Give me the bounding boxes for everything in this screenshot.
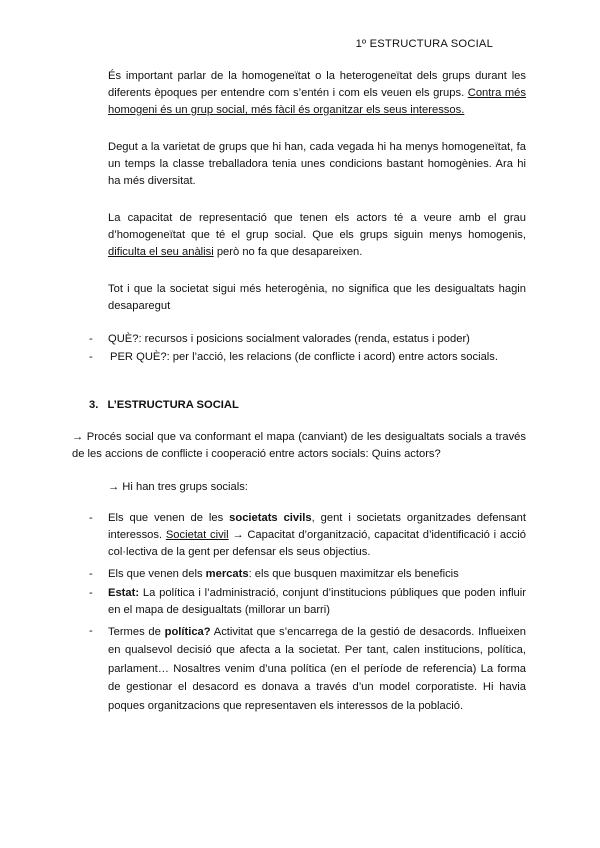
- page-header: 1º ESTRUCTURA SOCIAL: [355, 38, 493, 50]
- civil-society-underlined: Societat civil: [165, 529, 229, 541]
- group-state: [108, 585, 526, 619]
- group-civil-term: societats civils: [229, 512, 312, 524]
- paragraph-representation: [108, 210, 526, 261]
- dash-item-what: QUÈ?: recursos i posicions socialment valorades (renda, estatus i poder): [108, 333, 470, 345]
- underlined-statement: Contra més homogeni és un grup social, més fàcil és organitzar els seus interessos.: [108, 87, 526, 116]
- group-markets-term: mercats: [205, 568, 249, 580]
- dash-marker: -: [89, 587, 93, 599]
- section-number: 3.: [89, 399, 99, 411]
- group-civil-society: [108, 510, 526, 561]
- group-politics-desc: Activitat que s’encarrega de la gestió de desacords. Influeixen en qualsevol decisió que afecta a la societat. Per tant, calen institucions, política, parlament… Nosaltres venim d’una política (en el període de referencia) La forma de gestionar el desacord es donava a través d’un model corporatiste. Hi havia poques organitzacions que representaven els interessos de la població.: [108, 626, 526, 712]
- group-markets-text: Els que venen dels: [108, 568, 206, 580]
- group-markets-desc: : els que busquen maximitzar els beneficis: [248, 568, 459, 580]
- paragraph-homogeneity-text: És important parlar de la homogeneïtat o la heterogeneïtat dels grups durant les diferents èpoques per entendre com s’entén i com els veuen els grups.: [108, 70, 526, 99]
- group-state-desc: La política i l’administració, conjunt d’institucions públiques que poden influir en el mapa de desigualtats (millorar un barri): [108, 587, 526, 616]
- paragraph-homogeneity: [108, 68, 526, 119]
- section-title: L’ESTRUCTURA SOCIAL: [107, 399, 239, 411]
- section-heading: [89, 397, 239, 414]
- group-politics-text: Termes de: [108, 626, 165, 638]
- paragraph-heterogeneity: Tot i que la societat sigui més heterogènia, no significa que les desigualtats hagin desaparegut: [108, 283, 526, 312]
- group-markets: [108, 566, 526, 583]
- group-state-term: Estat:: [108, 587, 140, 599]
- dash-marker: -: [89, 351, 93, 363]
- paragraph-representation-end: però no fa que desapareixen.: [213, 246, 363, 258]
- group-civil-tail: → Capacitat d’organització, capacitat d’identificació i acció col·lectiva de la gent per defensar els seus objectius.: [108, 529, 526, 558]
- group-politics-term: política?: [164, 626, 211, 638]
- paragraph-representation-text: La capacitat de representació que tenen els actors té a veure amb el grau d’homogeneïtat que té el grup social. Que els grups siguin menys homogenis,: [108, 212, 526, 241]
- dash-item-why: PER QUÈ?: per l’acció, les relacions (de conflicte i acord) entre actors socials.: [110, 351, 498, 363]
- group-civil-desc: , gent i societats organitzades defensant interessos.: [108, 512, 526, 541]
- dash-marker: -: [89, 568, 93, 580]
- underlined-analysis: dificulta el seu anàlisi: [108, 246, 214, 258]
- dash-marker: -: [89, 333, 93, 345]
- groups-intro: → Hi han tres grups socials:: [108, 481, 248, 493]
- dash-marker: -: [89, 512, 93, 524]
- dash-marker: -: [89, 625, 93, 637]
- paragraph-process: → Procés social que va conformant el mapa (canviant) de les desigualtats socials a través de les accions de conflicte i cooperació entre actors socials: Quins actors?: [72, 431, 526, 460]
- group-politics: [108, 623, 526, 715]
- group-civil-text: Els que venen de les: [108, 512, 230, 524]
- paragraph-variety: Degut a la varietat de grups que hi han, cada vegada hi ha menys homogeneïtat, fa un temps la classe treballadora tenia unes condicions bastant homogènies. Ara hi ha més diversitat.: [108, 141, 526, 187]
